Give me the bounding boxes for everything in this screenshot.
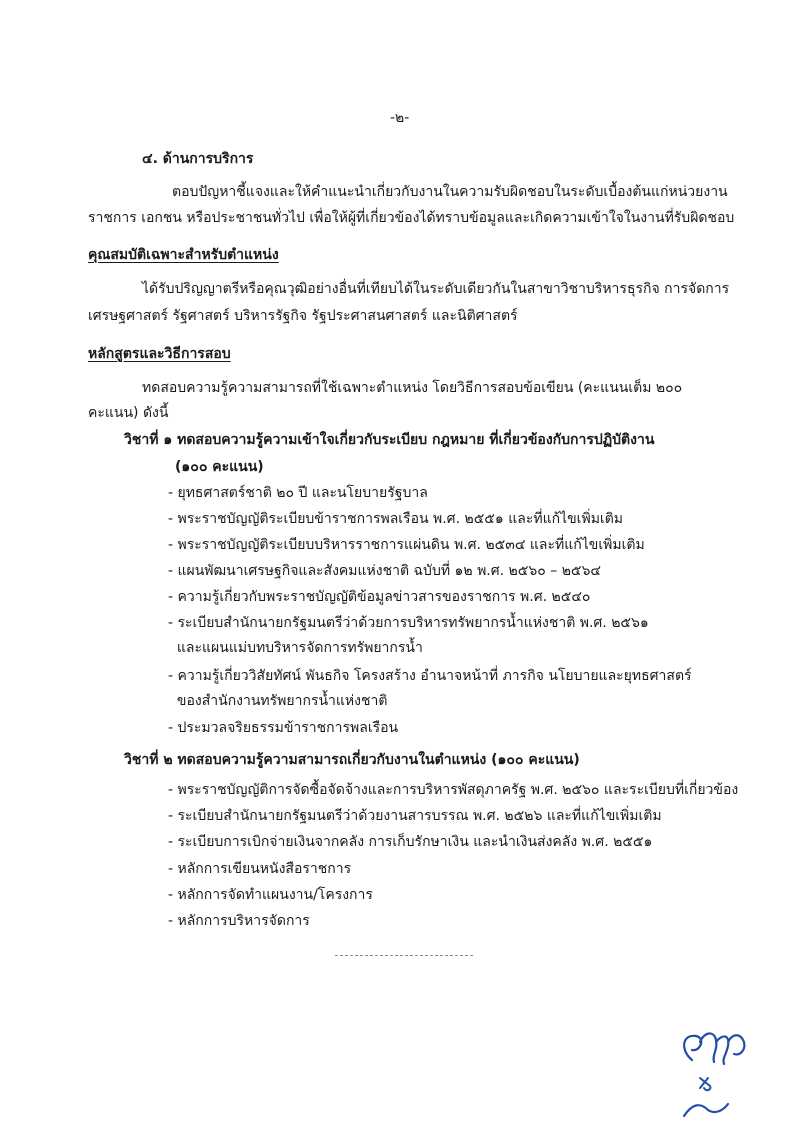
subject-1-item: - ยุทธศาสตร์ชาติ ๒๐ ปี และนโยบายรัฐบาล <box>168 485 428 501</box>
section-4-heading: ๔. ด้านการบริการ <box>142 151 254 167</box>
subject-1-item: - พระราชบัญญัติระเบียบบริหารราชการแผ่นดิน พ.ศ. ๒๕๓๔ และที่แก้ไขเพิ่มเติม <box>168 537 645 553</box>
subject-2-item: - หลักการจัดทำแผนงาน/โครงการ <box>168 887 373 903</box>
curriculum-heading: หลักสูตรและวิธีการสอบ <box>88 346 231 362</box>
subject-1-item: - ระเบียบสำนักนายกรัฐมนตรีว่าด้วยการบริหารทรัพยากรน้ำแห่งชาติ พ.ศ. ๒๕๖๑ <box>168 615 649 631</box>
end-divider <box>335 955 473 956</box>
subject-1-title: วิชาที่ ๑ ทดสอบความรู้ความเข้าใจเกี่ยวกับระเบียบ กฎหมาย ที่เกี่ยวข้องกับการปฏิบัติงาน <box>124 432 655 448</box>
signature-stroke <box>684 1104 728 1116</box>
curriculum-intro-line-1: ทดสอบความรู้ความสามารถที่ใช้เฉพาะตำแหน่ง โดยวิธีการสอบข้อเขียน (คะแนนเต็ม ๒๐๐ <box>142 380 683 396</box>
subject-1-item: - ประมวลจริยธรรมข้าราชการพลเรือน <box>168 720 399 736</box>
section-4-line-1: ตอบปัญหาชี้แจงและให้คำแนะนำเกี่ยวกับงานในความรับผิดชอบในระดับเบื้องต้นแก่หน่วยงาน <box>172 184 728 200</box>
signature-stroke <box>684 1033 744 1064</box>
qualifications-line-2: เศรษฐศาสตร์ รัฐศาสตร์ บริหารรัฐกิจ รัฐประศาสนศาสตร์ และนิติศาสตร์ <box>88 308 518 324</box>
qualifications-line-1: ได้รับปริญญาตรีหรือคุณวุฒิอย่างอื่นที่เทียบได้ในระดับเดียวกันในสาขาวิชาบริหารธุรกิจ การจัดการ <box>142 281 730 297</box>
curriculum-intro-line-2: คะแนน) ดังนี้ <box>88 405 169 421</box>
subject-1-item: - แผนพัฒนาเศรษฐกิจและสังคมแห่งชาติ ฉบับที่ ๑๒ พ.ศ. ๒๕๖๐ – ๒๕๖๔ <box>168 563 602 579</box>
subject-2-item: - หลักการบริหารจัดการ <box>168 913 310 929</box>
page-number: -๒- <box>390 110 410 126</box>
subject-1-item-continuation: ของสำนักงานทรัพยากรน้ำแห่งชาติ <box>168 693 388 709</box>
signature-stroke <box>700 1078 710 1090</box>
subject-2-item: - ระเบียบการเบิกจ่ายเงินจากคลัง การเก็บรักษาเงิน และนำเงินส่งคลัง พ.ศ. ๒๕๕๑ <box>168 834 653 850</box>
qualifications-heading: คุณสมบัติเฉพาะสำหรับตำแหน่ง <box>88 247 279 263</box>
subject-1-item: - พระราชบัญญัติระเบียบข้าราชการพลเรือน พ.ศ. ๒๕๕๑ และที่แก้ไขเพิ่มเติม <box>168 511 624 527</box>
subject-2-item: - ระเบียบสำนักนายกรัฐมนตรีว่าด้วยงานสารบรรณ พ.ศ. ๒๕๒๖ และที่แก้ไขเพิ่มเติม <box>168 808 662 824</box>
section-4-line-2: ราชการ เอกชน หรือประชาชนทั่วไป เพื่อให้ผู้ที่เกี่ยวข้องได้ทราบข้อมูลและเกิดความเข้าใจในงานที่รับผิดชอบ <box>88 210 735 226</box>
handwritten-signature <box>670 1020 760 1120</box>
subject-1-item: - ความรู้เกี่ยววิสัยทัศน์ พันธกิจ โครงสร้าง อำนาจหน้าที่ ภารกิจ นโยบายและยุทธศาสตร์ <box>168 668 692 684</box>
subject-2-item: - หลักการเขียนหนังสือราชการ <box>168 861 352 877</box>
subject-1-score: (๑๐๐ คะแนน) <box>175 459 264 475</box>
subject-1-item: - ความรู้เกี่ยวกับพระราชบัญญัติข้อมูลข่าวสารของราชการ พ.ศ. ๒๕๔๐ <box>168 589 591 605</box>
subject-2-item: - พระราชบัญญัติการจัดซื้อจัดจ้างและการบริหารพัสดุภาครัฐ พ.ศ. ๒๕๖๐ และระเบียบที่เกี่ยวข้อง <box>168 782 739 798</box>
subject-2-title: วิชาที่ ๒ ทดสอบความรู้ความสามารถเกี่ยวกับงานในตำแหน่ง (๑๐๐ คะแนน) <box>124 752 580 768</box>
subject-1-item-continuation: และแผนแม่บทบริหารจัดการทรัพยากรน้ำ <box>168 640 423 656</box>
